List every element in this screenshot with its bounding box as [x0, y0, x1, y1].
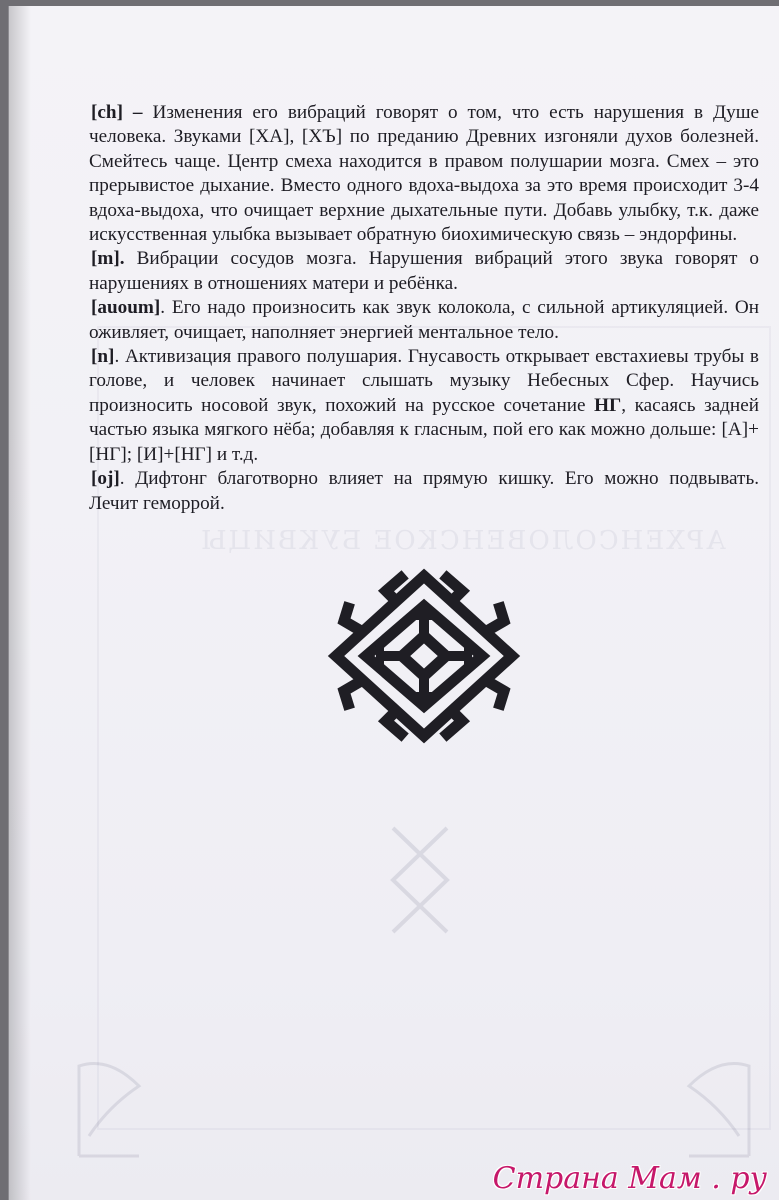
paragraph-text: Вибрации сосудов мозга. Нарушения вибраций этого звука говорят о нарушениях в отношениях матери и ребёнка.	[89, 248, 759, 294]
paragraph-text: Изменения его вибраций говорят о том, что есть нарушения в Душе человека. Звуками [ХА], [ХЪ] по преданию Древних изгоняли духов болезней. Смейтесь чаще. Центр смеха находится в правом полушарии мозга. Смех – это прерывистое дыхание. Вместо одного вдоха-выдоха за это время происходит 3-4 вдоха-выдоха, что очищает верхние дыхательные пути. Добавь улыбку, т.к. даже искусственная улыбка вызывает обратную биохимическую связь – эндорфины.	[89, 102, 760, 246]
book-page	[8, 6, 779, 1200]
sound-tag: [oj]	[91, 468, 120, 490]
bleed-through-heading: АРХЕНСОЛОВЕНСКОЕ БУКВИЦЫ	[199, 526, 726, 556]
bold-term: НГ	[594, 394, 622, 416]
sound-tag: [ch] –	[91, 102, 143, 123]
paragraph-text: . Его надо произносить как звук колокола, с сильной артикуляцией. Он оживляет, очищает, наполняет энергией ментальное тело.	[89, 297, 759, 343]
paragraph-ch	[89, 101, 759, 247]
paragraph-auoum	[89, 296, 759, 345]
site-watermark: Страна Мам . ру	[492, 1161, 767, 1196]
sound-tag: [m].	[91, 248, 125, 270]
bleed-through-ornament-icon	[387, 824, 453, 936]
paragraph-oj	[89, 467, 759, 516]
paragraph-m	[89, 247, 759, 296]
text-block	[89, 101, 759, 516]
paragraph-text: , касаясь задней частью языка мягкого нёба; добавляя к гласным, пой его как можно дольше: [А]+[НГ]; [И]+[НГ] и т.д.	[89, 394, 759, 465]
sound-tag: [auoum]	[91, 297, 161, 319]
paragraph-text: . Дифтонг благотворно влияет на прямую кишку. Его можно подвывать. Лечит геморрой.	[89, 468, 759, 514]
bleed-through-corner-left-icon	[69, 1046, 149, 1166]
slavic-cross-ornament-icon	[326, 566, 522, 746]
paragraph-n	[89, 345, 759, 467]
paragraph-text: . Активизация правого полушария. Гнусавость открывает евстахиевы трубы в голове, и человек начинает слышать музыку Небесных Сфер. Научись произносить носовой звук, похожий на русское сочетание	[89, 346, 759, 416]
sound-tag: [n]	[91, 346, 115, 368]
bleed-through-corner-right-icon	[679, 1046, 759, 1166]
